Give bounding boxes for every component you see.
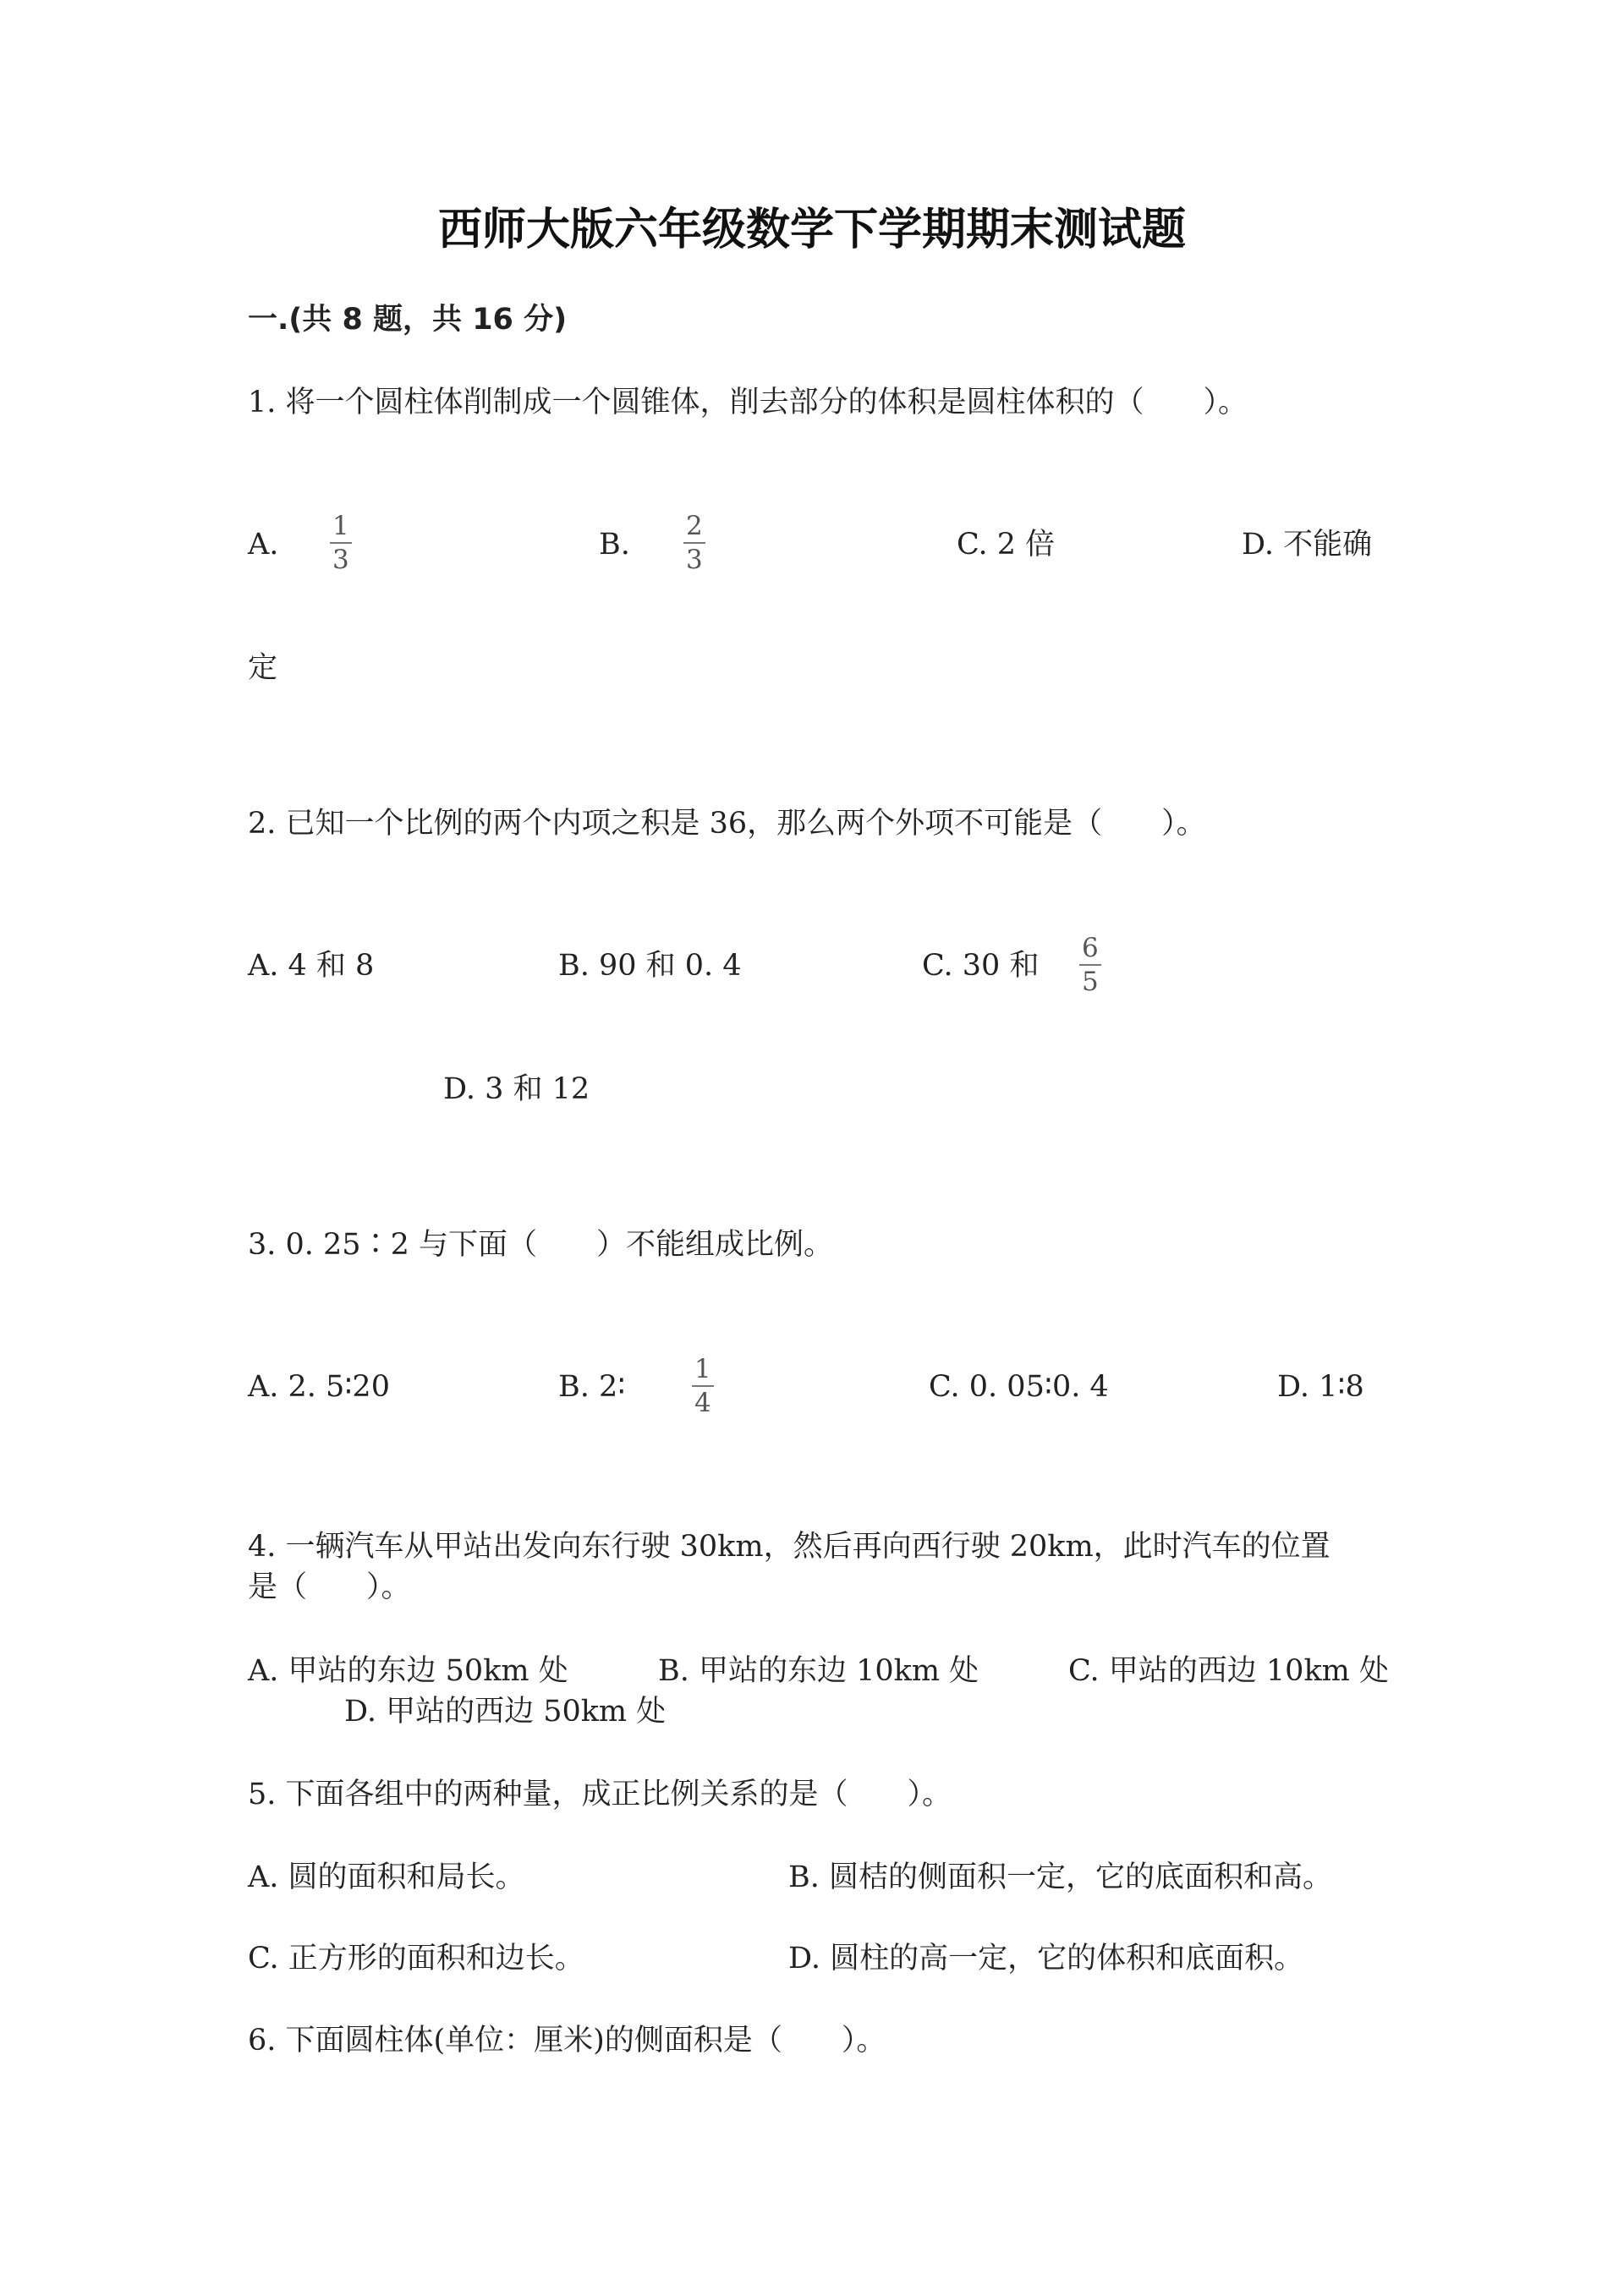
q1-option-d-continued: 定 [248,651,278,685]
q5-option-b: B. 圆桔的侧面积一定，它的底面积和高。 [788,1860,1332,1894]
fraction-numerator: 1 [694,1354,711,1384]
q5-option-d: D. 圆柱的高一定，它的体积和底面积。 [788,1942,1304,1975]
q3-option-b-fraction [689,1355,716,1417]
q1-option-a-label: A. [248,528,279,562]
page-title: 西师大版六年级数学下学期期末测试题 [437,205,1186,255]
question-1-text: 1. 将一个圆柱体削制成一个圆锥体，削去部分的体积是圆柱体积的（ ）。 [248,386,1248,419]
fraction-denominator: 3 [332,545,349,575]
q2-option-c-label: C. 30 和 [922,949,1040,983]
q2-option-c-fraction [1077,934,1104,996]
q1-option-b-fraction [681,512,708,574]
question-2-text: 2. 已知一个比例的两个内项之积是 36，那么两个外项不可能是（ ）。 [248,807,1206,841]
q1-option-b-label: B. [599,528,630,562]
q4-option-a: A. 甲站的东边 50km 处 [248,1654,568,1688]
q5-option-a: A. 圆的面积和局长。 [248,1860,525,1894]
fraction-numerator: 2 [686,511,703,541]
q1-option-c: C. 2 倍 [957,528,1056,562]
q1-option-d: D. 不能确 [1242,528,1373,562]
q3-option-c: C. 0. 05∶0. 4 [929,1370,1109,1404]
q5-option-c: C. 正方形的面积和边长。 [248,1942,584,1975]
q4-option-c: C. 甲站的西边 10km 处 [1068,1654,1389,1688]
q2-option-d: D. 3 和 12 [443,1072,590,1106]
fraction-denominator: 3 [686,545,703,575]
question-3-text: 3. 0. 25∶2 与下面（ ）不能组成比例。 [248,1228,833,1262]
fraction-denominator: 4 [694,1388,711,1418]
fraction-denominator: 5 [1082,967,1099,997]
q4-option-b: B. 甲站的东边 10km 处 [658,1654,979,1688]
question-6-text: 6. 下面圆柱体(单位：厘米)的侧面积是（ ）。 [248,2024,886,2058]
section-heading: 一.(共 8 题，共 16 分) [248,303,568,337]
question-4-text-line-1: 4. 一辆汽车从甲站出发向东行驶 30km，然后再向西行驶 20km，此时汽车的位置 [248,1530,1330,1564]
q3-option-a: A. 2. 5∶20 [248,1370,390,1404]
q3-option-b-label: B. 2∶ [558,1370,626,1404]
q3-option-d: D. 1∶8 [1277,1370,1364,1404]
question-5-text: 5. 下面各组中的两种量，成正比例关系的是（ ）。 [248,1778,952,1811]
q2-option-a: A. 4 和 8 [248,949,375,983]
q4-option-d: D. 甲站的西边 50km 处 [344,1695,667,1729]
fraction-numerator: 1 [332,511,349,541]
question-4-text-line-2: 是（ ）。 [248,1570,411,1604]
fraction-numerator: 6 [1082,933,1099,963]
q2-option-b: B. 90 和 0. 4 [558,949,742,983]
q1-option-a-fraction [327,512,354,574]
